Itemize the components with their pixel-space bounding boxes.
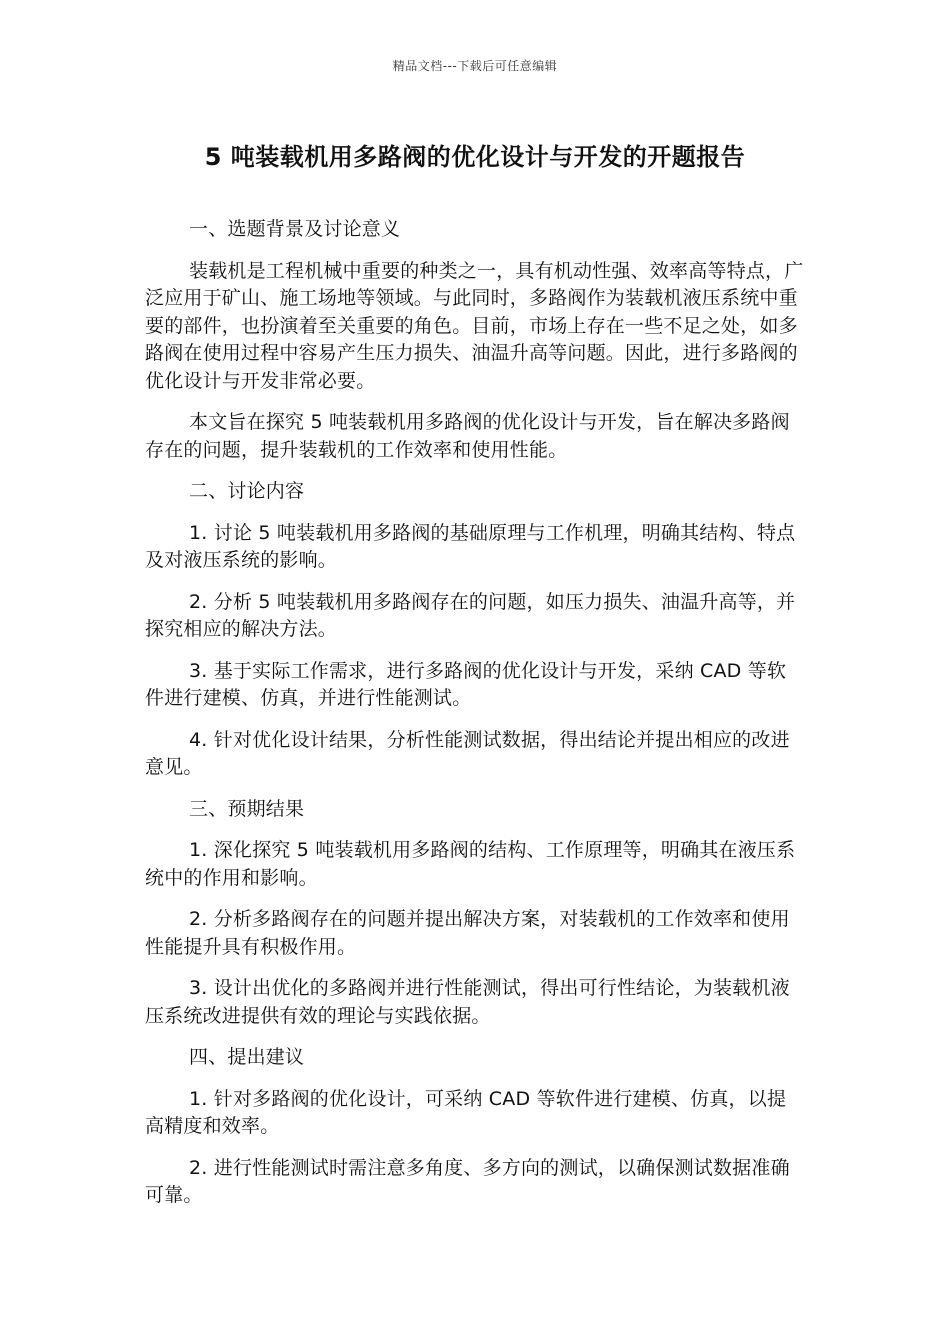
document-title: 5 吨装载机用多路阀的优化设计与开发的开题报告 [204, 143, 746, 171]
section-heading-background: 一、选题背景及讨论意义 [189, 218, 401, 240]
list-item-content-1: 1. 讨论 5 吨装载机用多路阀的基础原理与工作机理，明确其结构、特点及对液压系统的影响。 [145, 521, 796, 571]
list-item-content-3: 3. 基于实际工作需求，进行多路阀的优化设计与开发，采纳 CAD 等软件进行建模、仿真，并进行性能测试。 [145, 659, 787, 709]
list-item-results-1: 1. 深化探究 5 吨装载机用多路阀的结构、工作原理等，明确其在液压系统中的作用和影响。 [145, 839, 796, 889]
list-item-content-4: 4. 针对优化设计结果，分析性能测试数据，得出结论并提出相应的改进意见。 [145, 728, 790, 778]
section-heading-suggestions: 四、提出建议 [189, 1046, 305, 1068]
paragraph-background-2: 本文旨在探究 5 吨装载机用多路阀的优化设计与开发，旨在解决多路阀存在的问题，提升装载机的工作效率和使用性能。 [145, 411, 790, 461]
list-item-suggestions-1: 1. 针对多路阀的优化设计，可采纳 CAD 等软件进行建模、仿真，以提高精度和效率。 [145, 1087, 787, 1137]
header-note: 精品文档---下载后可任意编辑 [392, 59, 558, 73]
section-heading-content: 二、讨论内容 [189, 480, 305, 502]
list-item-results-2: 2. 分析多路阀存在的问题并提出解决方案，对装载机的工作效率和使用性能提升具有积极作用。 [145, 908, 790, 958]
section-heading-results: 三、预期结果 [189, 797, 305, 820]
paragraph-background-1: 装载机是工程机械中重要的种类之一，具有机动性强、效率高等特点，广泛应用于矿山、施工场地等领域。与此同时，多路阀作为装载机液压系统中重要的部件，也扮演着至关重要的角色。目前，市场上存在一些不足之处，如多路阀在使用过程中容易产生压力损失、油温升高等问题。因此，进行多路阀的优化设计与开发非常必要。 [145, 259, 804, 392]
list-item-content-2: 2. 分析 5 吨装载机用多路阀存在的问题，如压力损失、油温升高等，并探究相应的解决方法。 [145, 590, 796, 640]
list-item-suggestions-2: 2. 进行性能测试时需注意多角度、多方向的测试，以确保测试数据准确可靠。 [145, 1156, 790, 1206]
document-body [145, 216, 805, 1224]
list-item-results-3: 3. 设计出优化的多路阀并进行性能测试，得出可行性结论，为装载机液压系统改进提供有效的理论与实践依据。 [145, 977, 790, 1027]
